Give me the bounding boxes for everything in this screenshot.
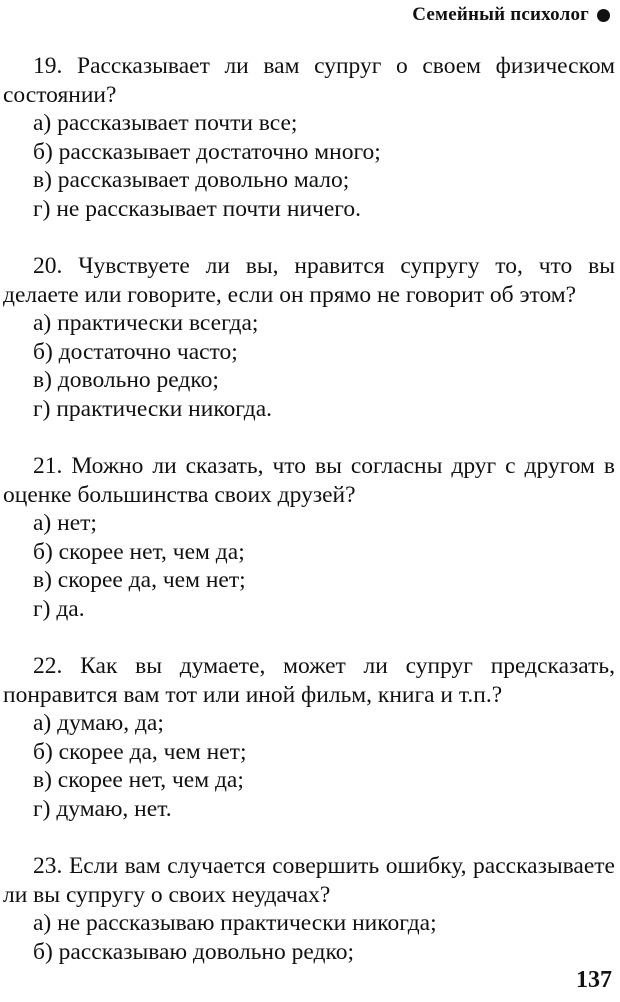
answer-option: в) рассказывает довольно мало; (33, 167, 350, 193)
page-number: 137 (576, 967, 612, 993)
answer-option: а) нет; (33, 510, 97, 536)
answer-options (3, 709, 615, 823)
answer-option: г) не рассказывает почти ничего. (33, 195, 361, 222)
answer-option: в) скорее да, чем нет; (33, 567, 246, 593)
answer-options (3, 509, 615, 623)
question-20 (3, 252, 615, 423)
question-text: 22. Как вы думаете, может ли супруг предсказать, понравится вам тот или иной фильм, книга и т.п.? (3, 653, 615, 708)
answer-option: б) рассказывает достаточно много; (33, 138, 381, 165)
answer-option: а) думаю, да; (33, 710, 164, 736)
answer-option: в) довольно редко; (33, 367, 219, 393)
answer-options (3, 109, 615, 223)
answer-option: г) практически никогда. (33, 395, 273, 422)
bullet-icon (597, 9, 610, 22)
question-23 (3, 852, 615, 966)
answer-options (3, 909, 615, 966)
question-text: 23. Если вам случается совершить ошибку, рассказываете ли вы супругу о своих неудачах? (3, 853, 615, 908)
question-text: 19. Рассказывает ли вам супруг о своем физическом состоянии? (3, 53, 615, 108)
question-text: 20. Чувствуете ли вы, нравится супругу то, что вы делаете или говорите, если он прямо не говорит об этом? (3, 253, 615, 308)
answer-option: г) думаю, нет. (33, 795, 172, 822)
answer-option: б) скорее да, чем нет; (33, 738, 247, 765)
answer-option: а) не рассказываю практически никогда; (33, 910, 437, 936)
page-content (3, 52, 615, 995)
answer-option: б) скорее нет, чем да; (33, 538, 245, 565)
running-header (412, 4, 610, 26)
question-19 (3, 52, 615, 223)
answer-option: в) скорее нет, чем да; (33, 767, 244, 793)
answer-option: а) рассказывает почти все; (33, 110, 298, 136)
answer-option: г) да. (33, 595, 85, 622)
answer-option: б) достаточно часто; (33, 338, 238, 365)
question-text: 21. Можно ли сказать, что вы согласны друг с другом в оценке большинства своих друзей? (3, 453, 615, 508)
question-21 (3, 452, 615, 623)
running-header-title: Семейный психолог (412, 4, 589, 25)
answer-options (3, 309, 615, 423)
answer-option: б) рассказываю довольно редко; (33, 938, 354, 965)
question-22 (3, 652, 615, 823)
answer-option: а) практически всегда; (33, 310, 259, 336)
